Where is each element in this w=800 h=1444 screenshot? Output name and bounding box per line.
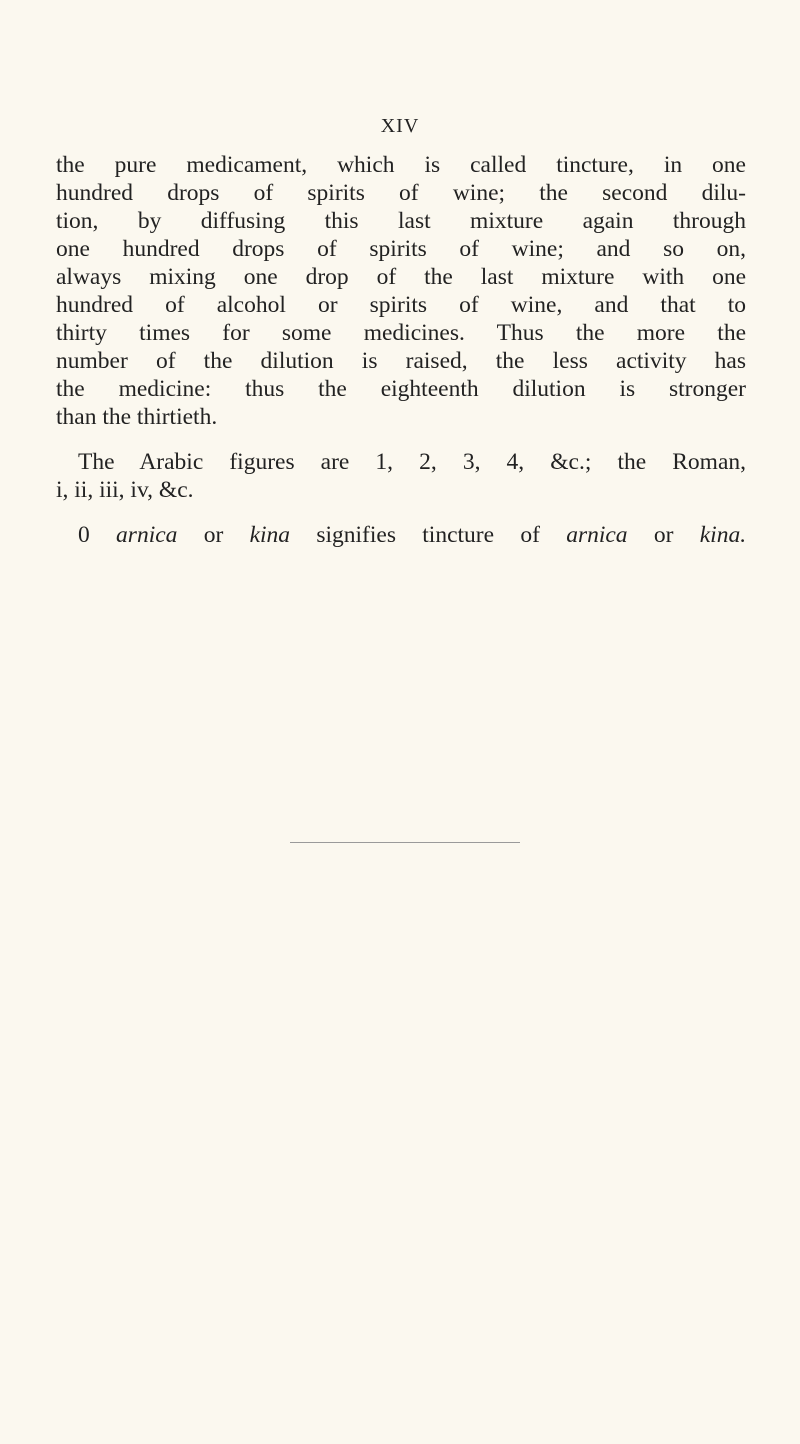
text-line: the pure medicament, which is called tincture, in one	[56, 152, 746, 178]
section-divider	[290, 842, 520, 843]
text-line: i, ii, iii, iv, &c.	[56, 477, 194, 503]
text-line	[78, 521, 746, 549]
italic-term: arnica	[566, 522, 628, 548]
text-line: the medicine: thus the eighteenth dilution is stronger	[56, 376, 746, 402]
italic-term: arnica	[116, 522, 178, 548]
text-line: hundred of alcohol or spirits of wine, and that to	[56, 292, 746, 318]
connector-word: or	[203, 522, 224, 548]
connector-word: or	[653, 522, 674, 548]
abbreviation-prefix: 0	[78, 522, 90, 548]
italic-term: kina.	[699, 522, 747, 548]
text-line: thirty times for some medicines. Thus the more the	[56, 320, 746, 346]
text-line: tion, by diffusing this last mixture again through	[56, 208, 746, 234]
text-line: hundred drops of spirits of wine; the second dilu-	[56, 180, 746, 206]
text-line: always mixing one drop of the last mixture with one	[56, 264, 746, 290]
text-line: one hundred drops of spirits of wine; and so on,	[56, 236, 746, 262]
italic-term: kina	[249, 522, 291, 548]
text-line: number of the dilution is raised, the less activity has	[56, 348, 746, 374]
page-number: XIV	[380, 115, 420, 137]
text-line: than the thirtieth.	[56, 404, 218, 430]
text-line: The Arabic figures are 1, 2, 3, 4, &c.; the Roman,	[78, 449, 746, 475]
definition-text: signifies tincture of	[316, 522, 540, 548]
